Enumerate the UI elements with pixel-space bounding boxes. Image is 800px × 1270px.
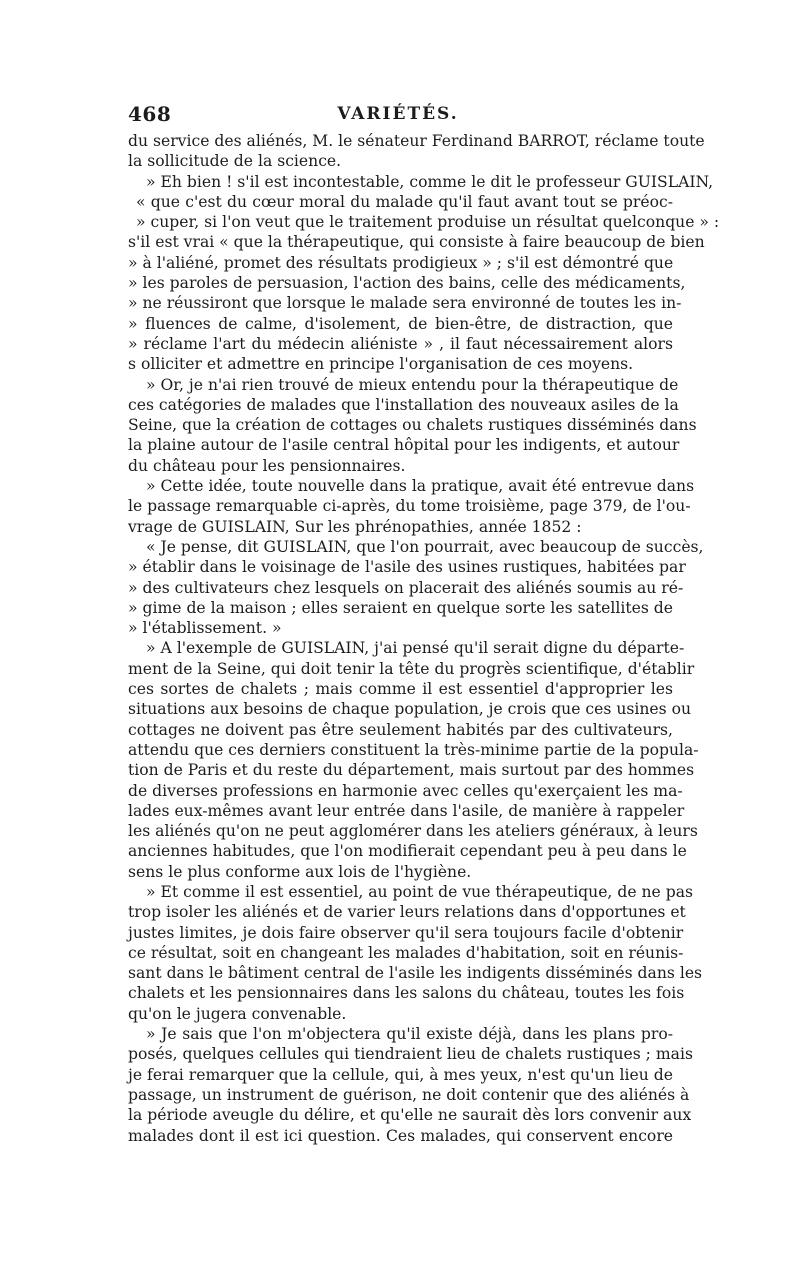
text-line: de diverses professions en harmonie avec celles qu'exerçaient les ma- [128,781,683,800]
text-line: » réclame l'art du médecin aliéniste » , il faut nécessairement alors [128,334,673,353]
text-line: passage, un instrument de guérison, ne doit contenir que des aliénés à [128,1085,690,1104]
text-line: vrage de GUISLAIN, Sur les phrénopathies, année 1852 : [128,517,582,536]
text-line: attendu que ces derniers constituent la très-minime partie de la popula- [128,740,699,759]
text-line: s'il est vrai « que la thérapeutique, qui consiste à faire beaucoup de bien [128,233,705,252]
text-line: » établir dans le voisinage de l'asile des usines rustiques, habitées par [128,558,686,577]
text-line: chalets et les pensionnaires dans les salons du château, toutes les fois [128,984,685,1003]
text-line: tion de Paris et du reste du département, mais surtout par des hommes [128,761,695,780]
text-line: la plaine autour de l'asile central hôpital pour les indigents, et autour [128,436,680,455]
text-line: » Cette idée, toute nouvelle dans la pratique, avait été entrevue dans [146,477,695,496]
text-line: » ne réussiront que lorsque le malade sera environné de toutes les in- [128,294,682,313]
text-line: posés, quelques cellules qui tiendraient lieu de chalets rustiques ; mais [128,1045,693,1064]
text-line: » à l'aliéné, promet des résultats prodigieux » ; s'il est démontré que [128,253,674,272]
text-line: » Or, je n'ai rien trouvé de mieux entendu pour la thérapeutique de [146,375,679,394]
text-line: s olliciter et admettre en principe l'organisation de ces moyens. [128,355,634,374]
text-line: » fluences de calme, d'isolement, de bien-être, de distraction, que [128,314,673,333]
text-line: ce résultat, soit en changeant les malades d'habitation, soit en réunis- [128,943,684,962]
text-line: la période aveugle du délire, et qu'elle ne saurait dès lors convenir aux [128,1106,692,1125]
text-line: cottages ne doivent pas être seulement habités par des cultivateurs, [128,720,673,739]
running-title: VARIÉTÉS. [337,104,459,124]
text-line: je ferai remarquer que la cellule, qui, à mes yeux, n'est qu'un lieu de [128,1065,673,1084]
text-line: » Je sais que l'on m'objectera qu'il existe déjà, dans les plans pro- [146,1025,673,1044]
text-line: le passage remarquable ci-après, du tome troisième, page 379, de l'ou- [128,497,691,516]
page-number: 468 [128,102,172,126]
text-line: lades eux-mêmes avant leur entrée dans l'asile, de manière à rappeler [128,801,685,820]
text-line: justes limites, je dois faire observer qu'il sera toujours facile d'obtenir [128,923,684,942]
text-line: sant dans le bâtiment central de l'asile les indigents disséminés dans les [128,964,703,983]
text-line: la sollicitude de la science. [128,152,342,171]
text-line: ces sortes de chalets ; mais comme il est essentiel d'approprier les [128,680,673,699]
text-line: « Je pense, dit GUISLAIN, que l'on pourrait, avec beaucoup de succès, [146,537,704,556]
text-line: les aliénés qu'on ne peut agglomérer dans les ateliers généraux, à leurs [128,822,698,841]
body-text [128,131,720,1146]
text-line: ment de la Seine, qui doit tenir la tête du progrès scientifique, d'établir [128,659,695,678]
text-line: Seine, que la création de cottages ou chalets rustiques disséminés dans [128,416,697,435]
text-line: trop isoler les aliénés et de varier leurs relations dans d'opportunes et [128,903,686,922]
text-line: situations aux besoins de chaque population, je crois que ces usines ou [128,700,692,719]
text-line: » Eh bien ! s'il est incontestable, comme le dit le professeur GUISLAIN, [146,172,714,191]
text-line: » des cultivateurs chez lesquels on placerait des aliénés soumis au ré- [128,578,684,597]
text-line: » les paroles de persuasion, l'action des bains, celle des médicaments, [128,274,686,293]
text-line: » gime de la maison ; elles seraient en quelque sorte les satellites de [128,598,673,617]
text-line: ces catégories de malades que l'installation des nouveaux asiles de la [128,395,679,414]
text-line: » cuper, si l'on veut que le traitement produise un résultat quelconque » : [136,213,720,232]
text-line: malades dont il est ici question. Ces malades, qui conservent encore [128,1126,673,1145]
text-line: » l'établissement. » [128,619,282,638]
text-line: du château pour les pensionnaires. [128,456,406,475]
text-line: » Et comme il est essentiel, au point de vue thérapeutique, de ne pas [146,882,694,901]
text-line: du service des aliénés, M. le sénateur Ferdinand BARROT, réclame toute [128,132,705,150]
text-line: » A l'exemple de GUISLAIN, j'ai pensé qu'il serait digne du départe- [146,639,685,658]
text-line: qu'on le jugera convenable. [128,1004,347,1023]
page-header [128,102,668,126]
text-line: anciennes habitudes, que l'on modifierait cependant peu à peu dans le [128,842,687,861]
text-line: sens le plus conforme aux lois de l'hygiène. [128,862,472,881]
text-line: « que c'est du cœur moral du malade qu'il faut avant tout se préoc- [136,192,673,211]
